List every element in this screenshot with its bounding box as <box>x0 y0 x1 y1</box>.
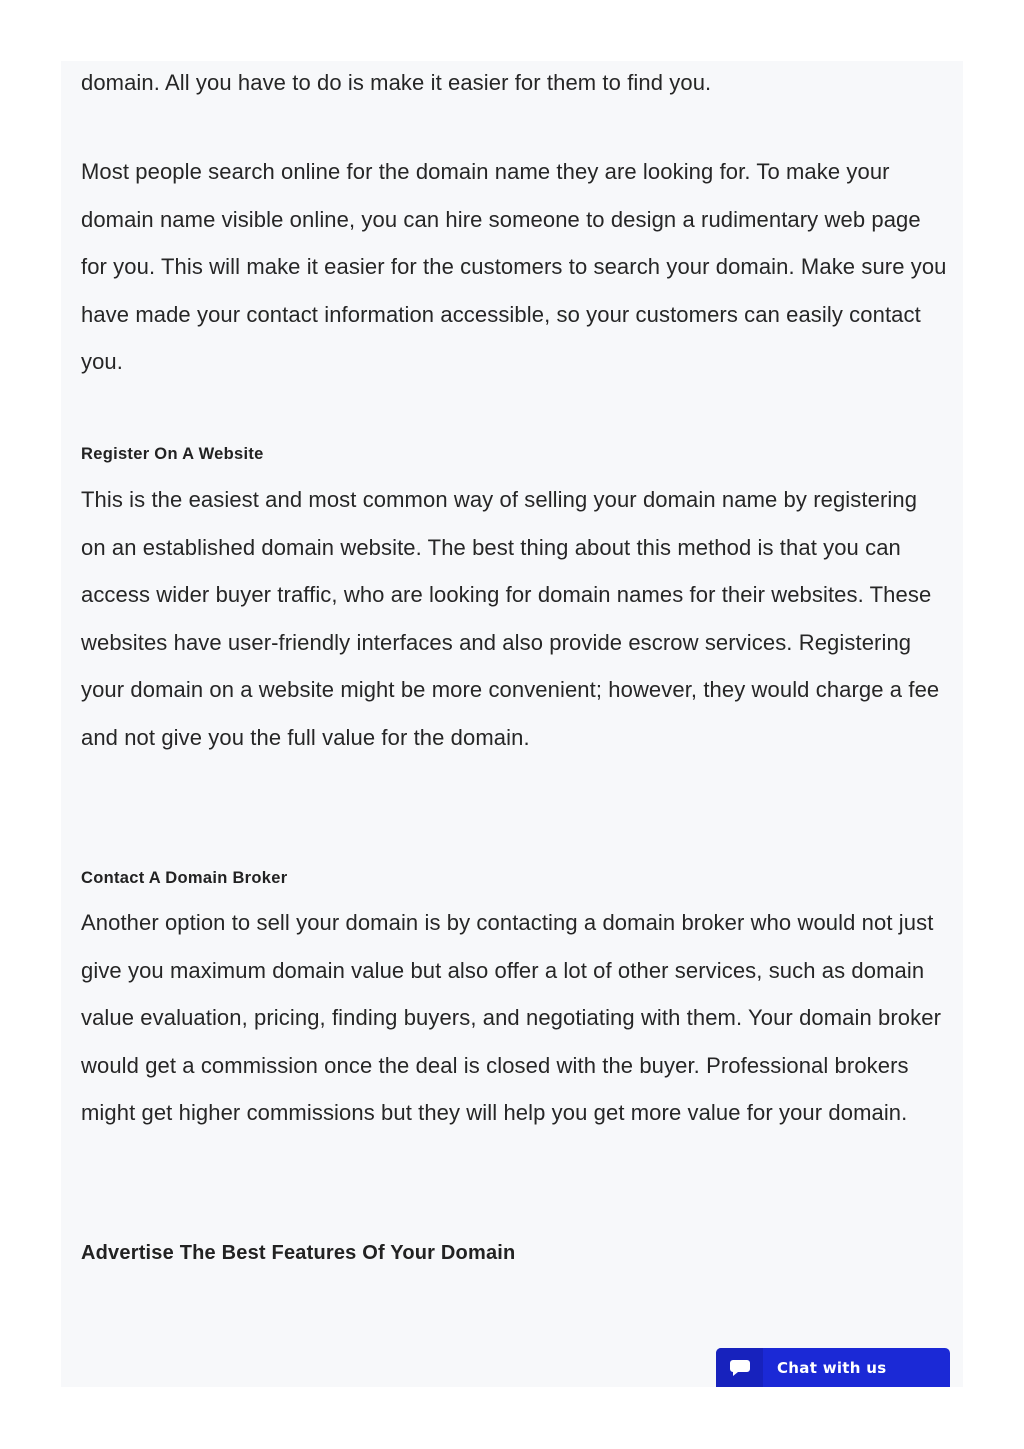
speech-bubble-icon <box>716 1348 763 1387</box>
heading-advertise-features: Advertise The Best Features Of Your Domain <box>81 1242 516 1264</box>
article-card <box>61 61 963 1387</box>
heading-register-on-website: Register On A Website <box>81 445 264 463</box>
paragraph-contact-domain-broker: Another option to sell your domain is by contacting a domain broker who would not just give you maximum domain value but also offer a lot of other services, such as domain value evaluation, pricing, finding buyers, and negotiating with them. Your domain broker would get a commission once the deal is closed with the buyer. Professional brokers might get higher commissions but they will help you get more value for your domain. <box>81 910 941 1126</box>
heading-contact-domain-broker: Contact A Domain Broker <box>81 869 288 887</box>
chat-with-us-button[interactable] <box>716 1348 950 1387</box>
paragraph-register-on-website: This is the easiest and most common way of selling your domain name by registering on an established domain website. The best thing about this method is that you can access wider buyer traffic, who are looking for domain names for their websites. These websites have user-friendly interfaces and also provide escrow services. Registering your domain on a website might be more convenient; however, they would charge a fee and not give you the full value for the domain. <box>81 487 940 750</box>
paragraph-intro-tail: domain. All you have to do is make it easier for them to find you. <box>81 70 712 95</box>
chat-button-label: Chat with us <box>777 1358 887 1377</box>
paragraph-visibility: Most people search online for the domain name they are looking for. To make your domain name visible online, you can hire someone to design a rudimentary web page for you. This will make it easier for the customers to search your domain. Make sure you have made your contact information accessible, so your customers can easily contact you. <box>81 159 947 375</box>
